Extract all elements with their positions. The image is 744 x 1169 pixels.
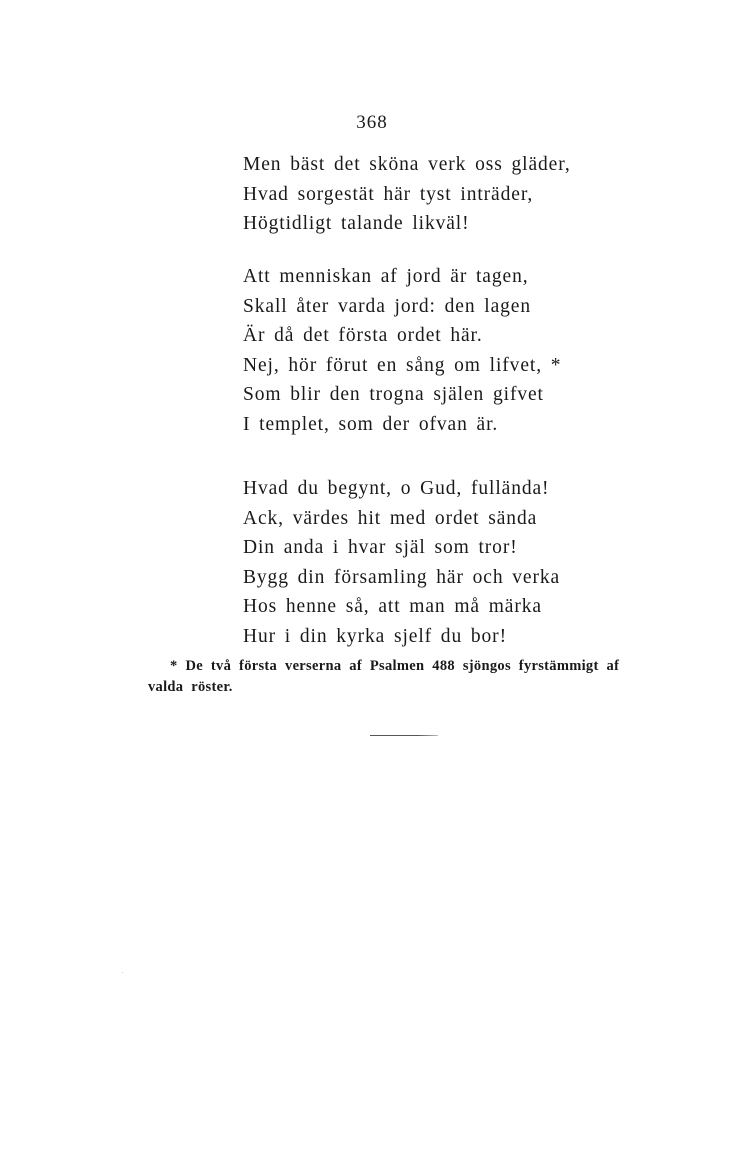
poem-line: I templet, som der ofvan är. <box>243 413 499 435</box>
poem-line: Att menniskan af jord är tagen, <box>243 266 529 287</box>
footnote-line: valda röster. <box>148 679 233 695</box>
section-divider <box>370 735 438 736</box>
poem-line: Din anda i hvar själ som tror! <box>243 537 518 558</box>
stanza-1 <box>243 150 571 239</box>
footnote-line: * De två första verserna af Psalmen 488 sjöngos fyrstämmigt af <box>170 658 620 674</box>
poem-line: Är då det första ordet här. <box>243 325 483 346</box>
poem-line: Hvad sorgestät här tyst inträder, <box>243 183 534 205</box>
paper-speck <box>122 972 123 973</box>
poem-line: Men bäst det sköna verk oss gläder, <box>243 154 571 175</box>
poem-line: Bygg din församling här och verka <box>243 566 561 588</box>
poem-line: Skall åter varda jord: den lagen <box>243 295 531 317</box>
page-number: 368 <box>356 112 388 133</box>
poem-line: Hur i din kyrka sjelf du bor! <box>243 625 507 647</box>
poem-line: Högtidligt talande likväl! <box>243 213 470 234</box>
poem-line: Hos henne så, att man må märka <box>243 596 542 617</box>
stanza-2 <box>243 262 561 439</box>
footnote <box>148 656 688 698</box>
poem-line: Ack, värdes hit med ordet sända <box>243 507 538 529</box>
poem-line: Nej, hör förut en sång om lifvet, * <box>243 354 562 376</box>
stanza-3 <box>243 474 560 651</box>
poem-line: Hvad du begynt, o Gud, fullända! <box>243 478 550 499</box>
poem-line: Som blir den trogna själen gifvet <box>243 384 544 405</box>
